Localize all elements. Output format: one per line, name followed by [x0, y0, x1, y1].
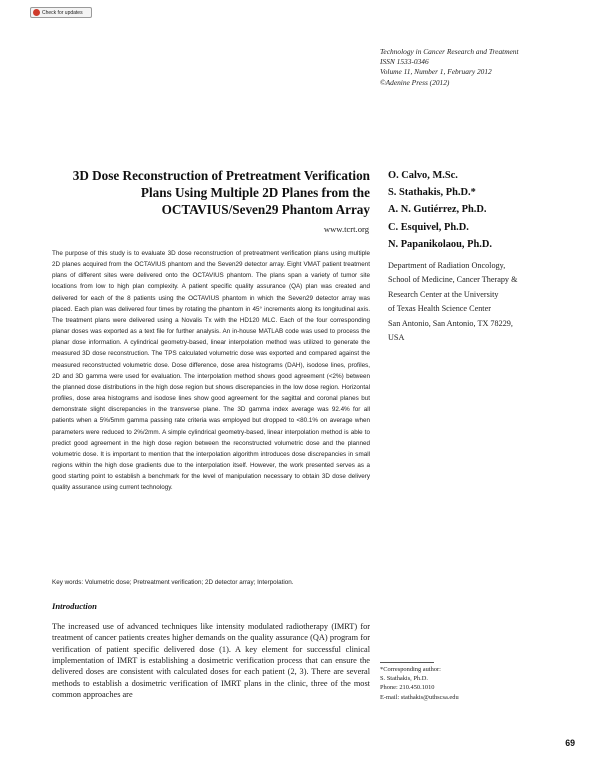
- introduction-text: The increased use of advanced techniques like intensity modulated radiotherapy (IMRT) for treatment of cancer patients creates higher demands on the quality assurance (QA) program for verification of patient specific delivered dose (1). A key element for successful clinical implementation of IMRT is establishing a dosimetric verification process that can ensure the delivered doses are consistent with calculated doses for each patient (2, 3). There are several methods to establish a dosimetric verification of IMRT plans in the clinic, three of the most common approaches are: [52, 622, 370, 700]
- check-for-updates-label: Check for updates: [42, 9, 83, 16]
- title-line: 3D Dose Reconstruction of Pretreatment Verification: [72, 168, 370, 183]
- author-name: A. N. Gutiérrez, Ph.D.: [388, 204, 487, 216]
- title-line: Plans Using Multiple 2D Planes from the: [140, 185, 370, 200]
- affiliation-line: San Antonio, San Antonio, TX 78229,: [388, 318, 513, 328]
- affiliation-line: of Texas Health Science Center: [388, 304, 491, 314]
- affiliation-line: Department of Radiation Oncology,: [388, 261, 506, 270]
- affiliation: [388, 259, 588, 345]
- author-name: N. Papanikolaou, Ph.D.: [388, 238, 492, 250]
- check-for-updates-badge[interactable]: [30, 7, 92, 18]
- journal-name: Technology in Cancer Research and Treatment: [380, 47, 519, 56]
- author-name: S. Stathakis, Ph.D.*: [388, 187, 476, 199]
- footnote-rule: [380, 662, 434, 663]
- corresponding-name: S. Stathakis, Ph.D.: [380, 675, 428, 683]
- title-line: OCTAVIUS/Seven29 Phantom Array: [161, 202, 370, 217]
- page-number: 69: [565, 738, 575, 748]
- introduction-heading: Introduction: [52, 601, 97, 611]
- paper-title: [40, 167, 370, 218]
- corresponding-heading: *Corresponding author:: [380, 666, 441, 673]
- abstract: The purpose of this study is to evaluate 3D dose reconstruction of pretreatment verification plans using multiple 2D planes acquired from the OCTAVIUS phantom and the Seven29 detector array. Eight VMAT patient treatment plans of different sites were delivered onto the OCTAVIUS phantom. The plans span a variety of tumor site locations from low to high plan complexity. A patient specific quality assurance (QA) plan was created and delivered for each of the 8 patients using the OCTAVIUS phantom in which the Seven29 detector array was placed. Each plan was delivered four times by rotating the phantom in 45° increments along its longitudinal axis. The treatment plans were delivered using a Novalis Tx with the HD120 MLC. Each of the four corresponding planar doses was exported as a text file for further analysis. An in-house MATLAB code was used to process the planar dose information. A cylindrical geometry-based, linear interpolation method was utilized to generate the measured 3D dose reconstruction. The TPS calculated volumetric dose was exported and compared against the measured reconstructed volumetric dose. Dose difference, dose area histograms (DAH), isodose lines, profiles, 2D and 3D gamma were used for evaluation. The interpolation method shows good agreement (<2%) between the planned dose distributions in the high dose region but shows discrepancies in the low dose region. Horizontal profiles, dose area histograms and isodose lines show good agreement for the sagittal and coronal planes but demonstrate slight discrepancies in the transverse plane. The 3D gamma index average was 92.4% for all patients when a 5%/5mm gamma passing rate criteria was employed but dropped to <80.1% on average when parameters were reduced to 2%/2mm. A simple cylindrical geometry-based, linear interpolation method is able to predict good agreement in the high dose region between the reconstructed volumetric dose and the planned volumetric dose. It is important to mention that the interpolation algorithm introduces dose discrepancies in small regions within the high dose gradients due to the interpolation itself. However, the work presented serves as a good starting point to establish a benchmark for the level of manipulation necessary to obtain 3D dose delivery quality assurance using current technology.: [52, 250, 370, 492]
- author-list: [388, 167, 588, 253]
- affiliation-line: School of Medicine, Cancer Therapy &: [388, 275, 518, 285]
- update-check-icon: [33, 9, 40, 16]
- author-name: C. Esquivel, Ph.D.: [388, 221, 469, 233]
- keywords: Key words: Volumetric dose; Pretreatment verification; 2D detector array; Interpolation.: [52, 579, 294, 586]
- journal-website: www.tcrt.org: [323, 224, 369, 234]
- corresponding-phone: Phone: 210.450.1010: [380, 684, 435, 692]
- author-name: O. Calvo, M.Sc.: [388, 170, 458, 181]
- corresponding-author: [380, 665, 580, 702]
- corresponding-email[interactable]: E-mail: stathakis@uthscsa.edu: [380, 693, 459, 701]
- journal-volume: Volume 11, Number 1, February 2012: [380, 67, 492, 77]
- journal-issn: ISSN 1533-0346: [380, 57, 429, 67]
- journal-press: ©Adenine Press (2012): [380, 77, 450, 87]
- affiliation-line: Research Center at the University: [388, 289, 499, 299]
- journal-info: [380, 47, 580, 88]
- affiliation-line: USA: [388, 333, 405, 343]
